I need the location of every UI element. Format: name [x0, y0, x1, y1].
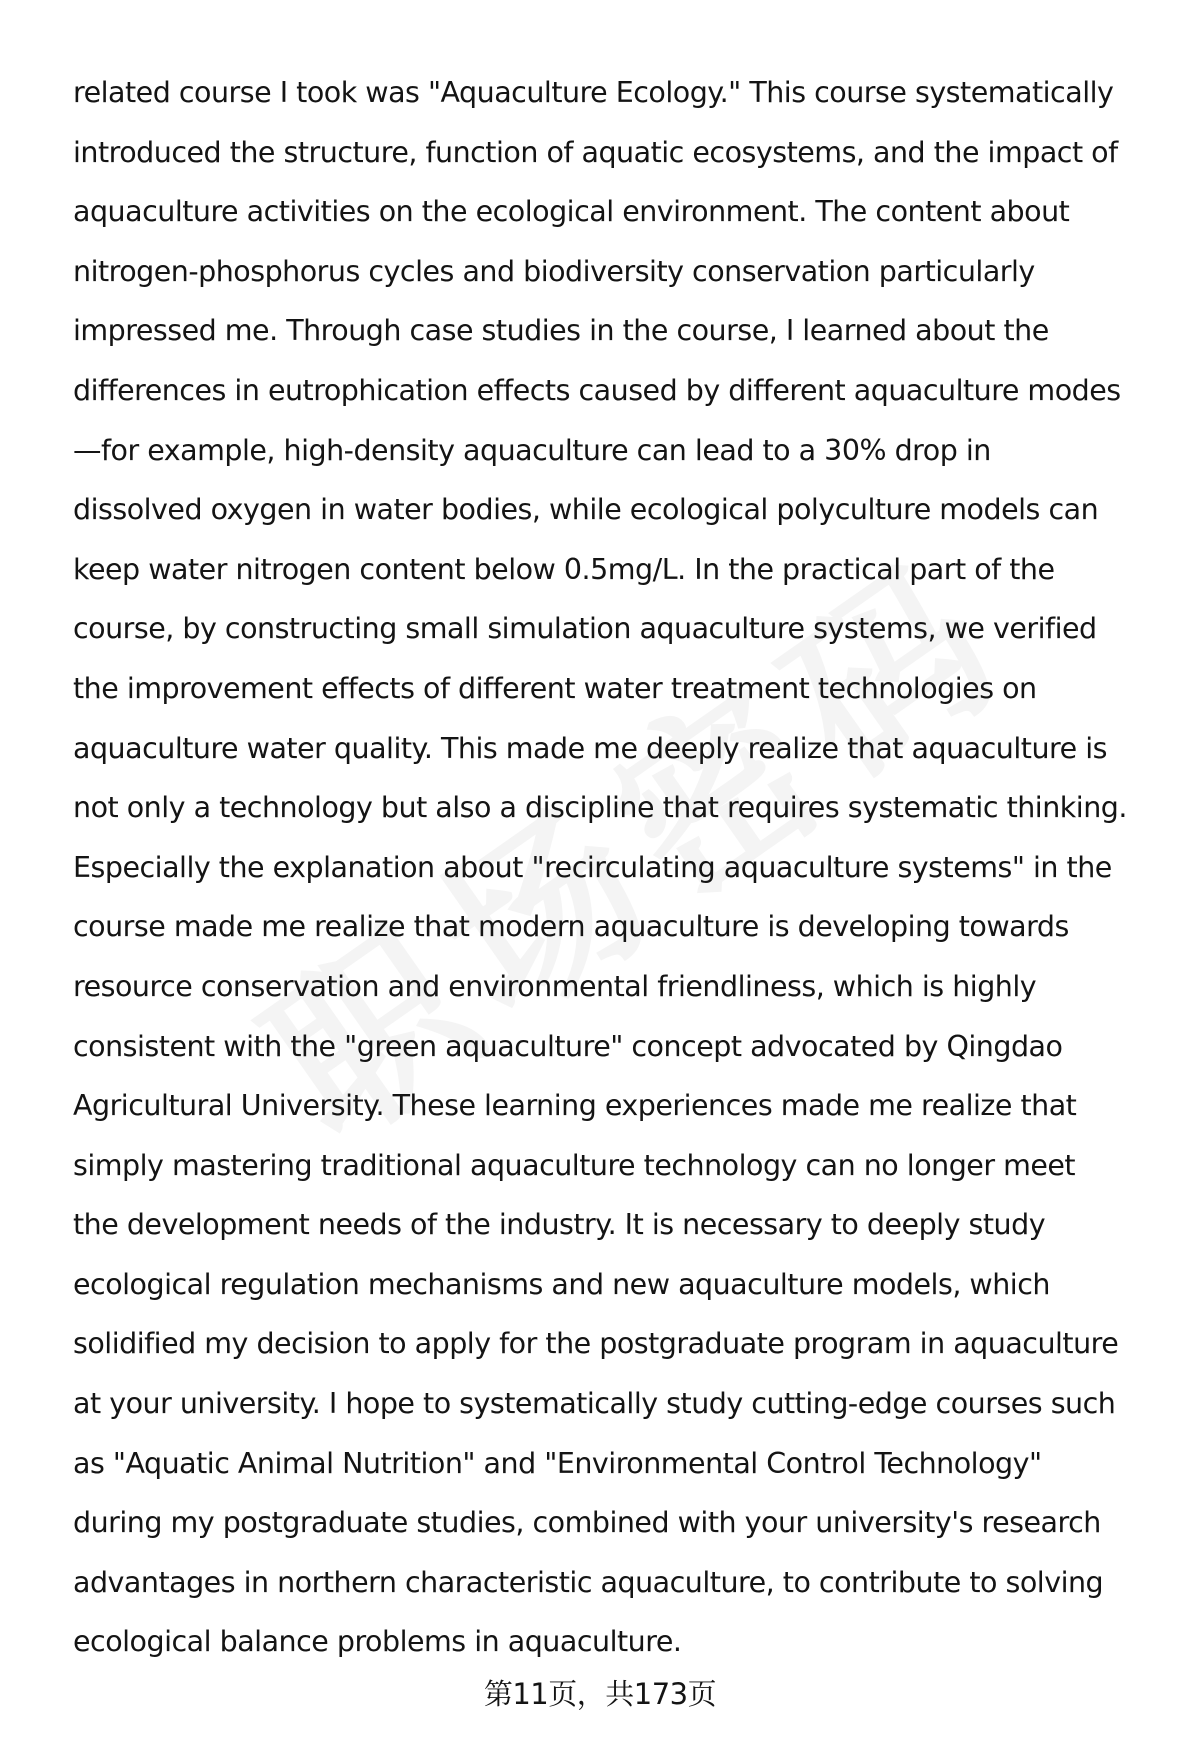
- text-line: nitrogen-phosphorus cycles and biodiversity conservation particularly: [73, 254, 1035, 288]
- text-line: keep water nitrogen content below 0.5mg/L. In the practical part of the: [73, 552, 1055, 586]
- text-line: consistent with the "green aquaculture" concept advocated by Qingdao: [73, 1029, 1063, 1063]
- text-line: advantages in northern characteristic aquaculture, to contribute to solving: [73, 1565, 1104, 1599]
- text-line: differences in eutrophication effects caused by different aquaculture modes: [73, 373, 1121, 407]
- text-line: course made me realize that modern aquaculture is developing towards: [73, 910, 1069, 944]
- text-line: ecological balance problems in aquaculture.: [73, 1625, 682, 1659]
- text-line: the improvement effects of different water treatment technologies on: [73, 671, 1037, 705]
- text-line: simply mastering traditional aquaculture technology can no longer meet: [73, 1148, 1076, 1182]
- text-line: resource conservation and environmental friendliness, which is highly: [73, 969, 1037, 1003]
- text-line: as "Aquatic Animal Nutrition" and "Environmental Control Technology": [73, 1446, 1042, 1480]
- text-line: Especially the explanation about "recirculating aquaculture systems" in the: [73, 850, 1112, 884]
- text-line: aquaculture water quality. This made me deeply realize that aquaculture is: [73, 731, 1107, 765]
- text-line: not only a technology but also a discipline that requires systematic thinking.: [73, 791, 1127, 825]
- text-line: introduced the structure, function of aquatic ecosystems, and the impact of: [73, 135, 1118, 169]
- text-line: ecological regulation mechanisms and new aquaculture models, which: [73, 1267, 1050, 1301]
- text-line: impressed me. Through case studies in the course, I learned about the: [73, 314, 1049, 348]
- text-line: aquaculture activities on the ecological environment. The content about: [73, 195, 1070, 229]
- text-line: Agricultural University. These learning experiences made me realize that: [73, 1089, 1077, 1123]
- body-text: [73, 63, 1163, 1672]
- text-line: the development needs of the industry. It is necessary to deeply study: [73, 1208, 1046, 1242]
- text-line: related course I took was "Aquaculture Ecology." This course systematically: [73, 76, 1114, 109]
- text-line: at your university. I hope to systematically study cutting-edge courses such: [73, 1387, 1116, 1421]
- text-line: course, by constructing small simulation aquaculture systems, we verified: [73, 612, 1097, 646]
- page-number-footer: 第11页，共173页: [483, 1677, 717, 1711]
- text-line: during my postgraduate studies, combined with your university's research: [73, 1506, 1101, 1540]
- text-line: —for example, high-density aquaculture can lead to a 30% drop in: [73, 433, 991, 467]
- text-line: dissolved oxygen in water bodies, while ecological polyculture models can: [73, 493, 1099, 527]
- text-line: solidified my decision to apply for the postgraduate program in aquaculture: [73, 1327, 1119, 1361]
